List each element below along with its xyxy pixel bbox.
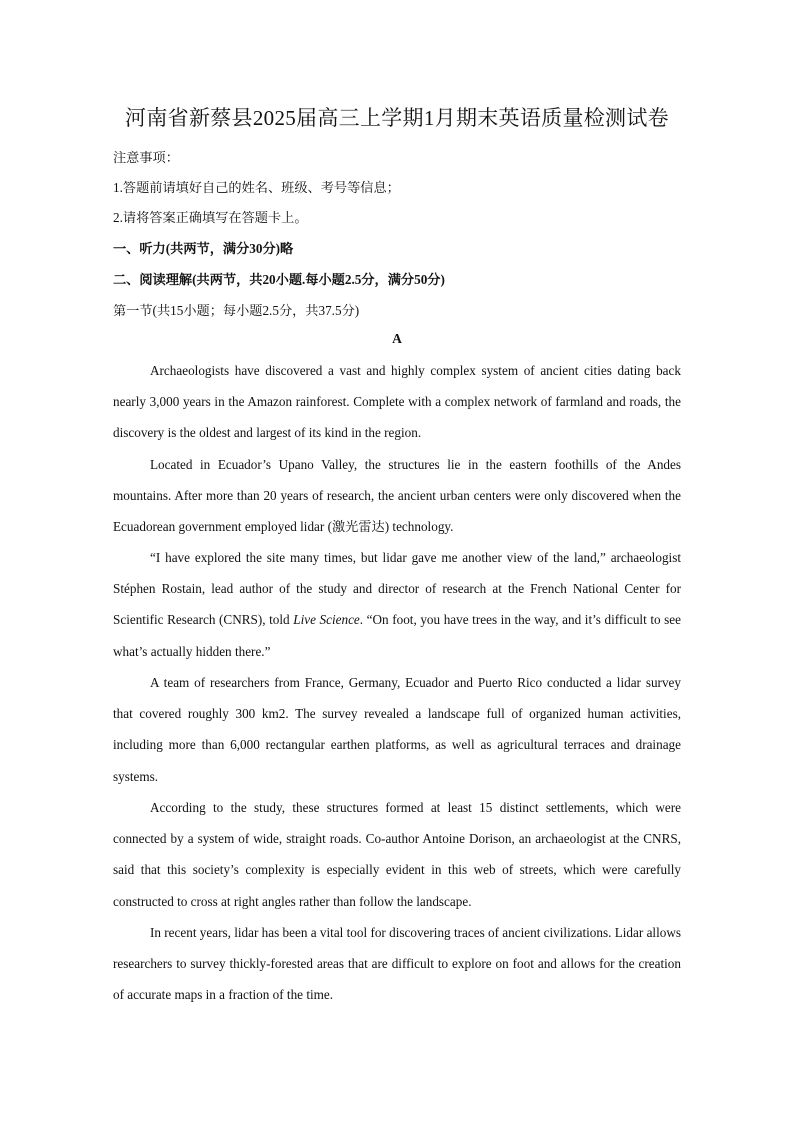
part-one-heading: 一、听力(共两节，满分30分)略 <box>113 241 294 256</box>
note-item-1: 1.答题前请填好自己的姓名、班级、考号等信息； <box>113 180 400 195</box>
paragraph-5: According to the study, these structures formed at least 15 distinct settlements, which were connected by a system of wide, straight roads. Co-author Antoine Dorison, an archaeologist at the CNRS, said that this society’s complexity is especially evident in this web of streets, which were carefully constructed to cross at right angles rather than follow the landscape. <box>113 800 681 909</box>
paragraph-3-text-b: . “On foot, you have trees in the way, and it’s difficult to see what’s actually hidden there.” <box>113 612 681 659</box>
paragraph-3 <box>113 542 681 667</box>
part-two-heading: 二、阅读理解(共两节，共20小题.每小题2.5分，满分50分) <box>113 272 445 287</box>
passage-label: A <box>392 331 402 346</box>
document-title: 河南省新蔡县2025届高三上学期1月期末英语质量检测试卷 <box>125 106 669 130</box>
paragraph-3-text-a: “I have explored the site many times, but lidar gave me another view of the land,” archaeologist Stéphen Rostain, lead author of the study and director of research at the French National Center for Scientific Research (CNRS), told <box>113 550 681 628</box>
note-item-2: 2.请将答案正确填写在答题卡上。 <box>113 210 308 225</box>
paragraph-2: Located in Ecuador’s Upano Valley, the structures lie in the eastern foothills of the Andes mountains. After more than 20 years of research, the ancient urban centers were only discovered when the Ecuadorean government employed lidar (激光雷达) technology. <box>113 457 681 535</box>
section-one-heading: 第一节(共15小题；每小题2.5分，共37.5分) <box>113 303 360 318</box>
paragraph-6: In recent years, lidar has been a vital tool for discovering traces of ancient civilizations. Lidar allows researchers to survey thickly-forested areas that are difficult to explore on foot and allows for the creation of accurate maps in a fraction of the time. <box>113 925 681 1003</box>
notes-heading: 注意事项： <box>113 150 179 165</box>
paragraph-4: A team of researchers from France, Germany, Ecuador and Puerto Rico conducted a lidar survey that covered roughly 300 km2. The survey revealed a landscape full of organized human activities, including more than 6,000 rectangular earthen platforms, as well as agricultural terraces and drainage systems. <box>113 675 681 784</box>
paragraph-3-publication: Live Science <box>293 612 360 628</box>
paragraph-1: Archaeologists have discovered a vast and highly complex system of ancient cities dating back nearly 3,000 years in the Amazon rainforest. Complete with a complex network of farmland and roads, the discovery is the oldest and largest of its kind in the region. <box>113 363 681 441</box>
